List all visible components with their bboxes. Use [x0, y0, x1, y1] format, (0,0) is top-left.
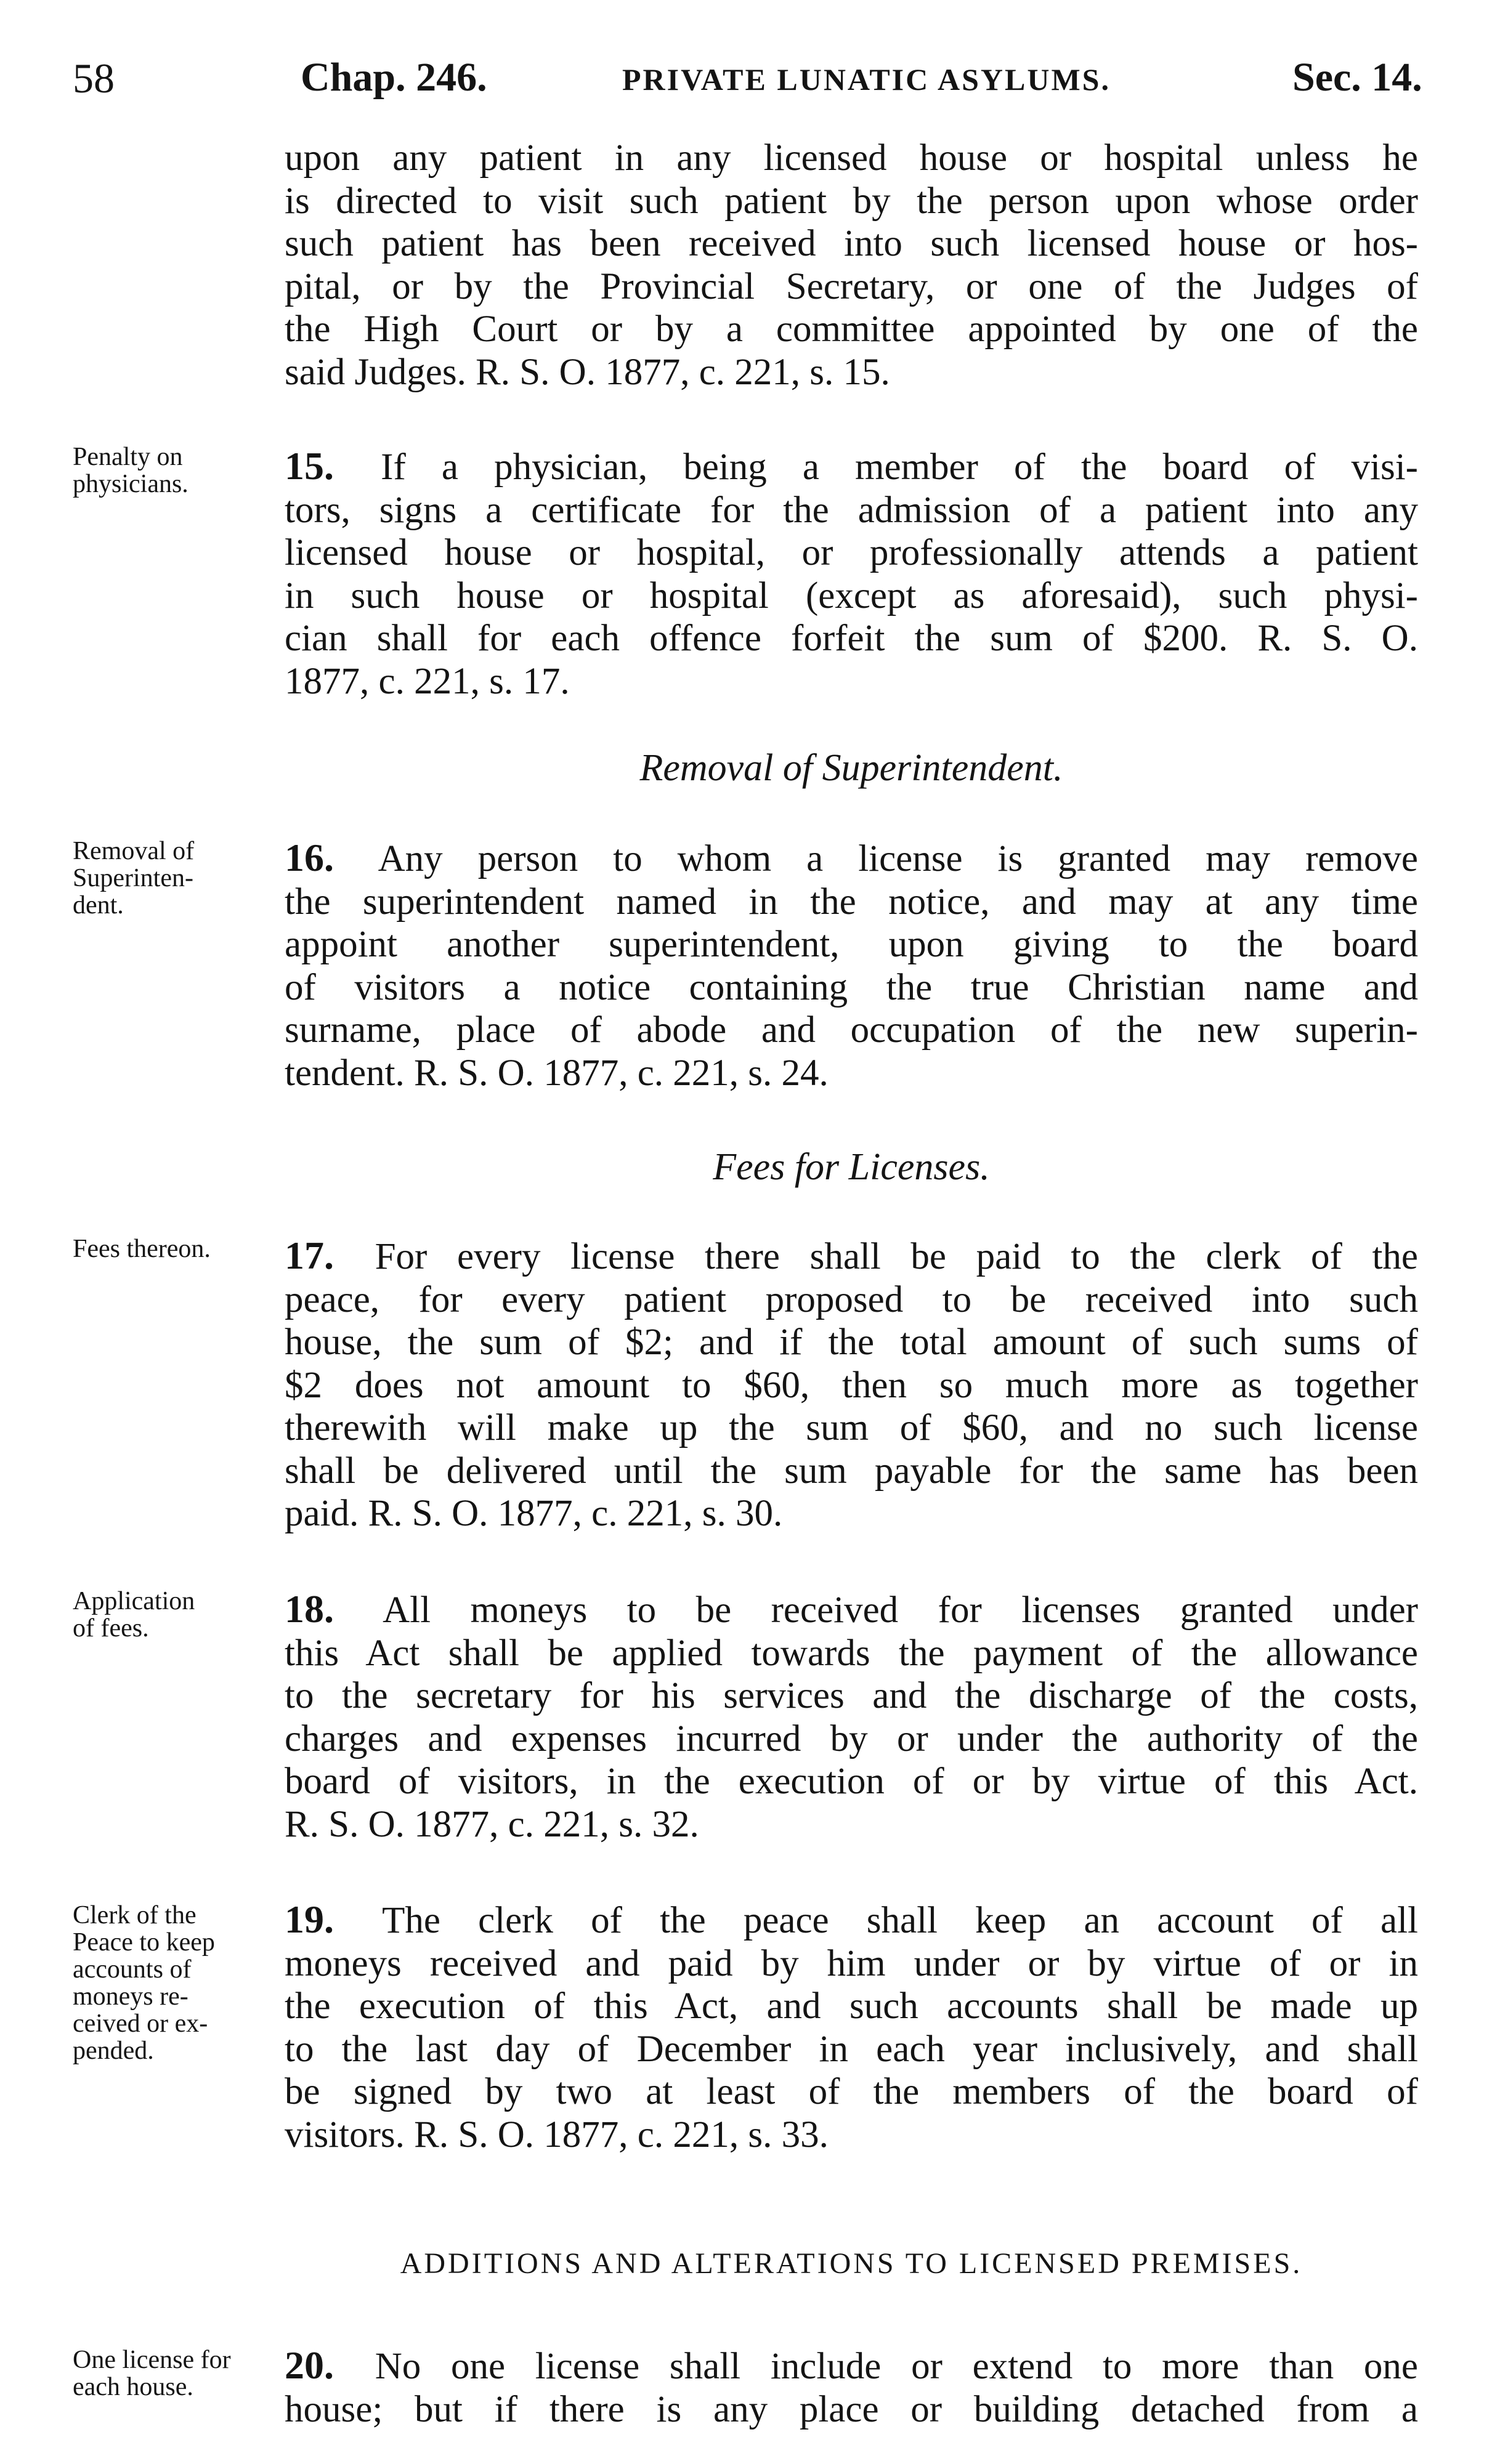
text-line: to the secretary for his services and the discharge of the costs, [285, 1675, 1418, 1716]
margin-note-clerk: Clerk of the Peace to keep accounts of moneys re- ceived or ex- pended. [73, 1901, 215, 2065]
section-number: 15. [285, 444, 334, 488]
text-line: 1877, c. 221, s. 17. [285, 660, 570, 702]
text-line: Any person to whom a license is granted may remove [378, 838, 1419, 879]
text-line: the superintendent named in the notice, and may at any time [285, 881, 1418, 923]
text-line: of visitors a notice containing the true Christian name and [285, 966, 1418, 1008]
margin-note-fees: Fees thereon. [73, 1235, 211, 1263]
running-title: PRIVATE LUNATIC ASYLUMS. [622, 62, 1111, 97]
text-line: such patient has been received into such licensed house or hos- [285, 223, 1418, 264]
continuation-paragraph [285, 137, 1418, 394]
text-line: tendent. R. S. O. 1877, c. 221, s. 24. [285, 1052, 829, 1094]
text-line: visitors. R. S. O. 1877, c. 221, s. 33. [285, 2114, 829, 2155]
section-number: 20. [285, 2343, 334, 2387]
section-number: 17. [285, 1234, 334, 1277]
text-line: this Act shall be applied towards the payment of the allowance [285, 1632, 1418, 1674]
text-line: appoint another superintendent, upon giving to the board [285, 924, 1418, 965]
text-line: For every license there shall be paid to the clerk of the [375, 1236, 1418, 1277]
section-15 [285, 445, 1418, 703]
text-line: cian shall for each offence forfeit the sum of $200. R. S. O. [285, 618, 1418, 659]
text-line: shall be delivered until the sum payable for the same has been [285, 1450, 1418, 1492]
text-line: All moneys to be received for licenses granted under [383, 1589, 1418, 1631]
section-label: Sec. 14. [1292, 55, 1422, 100]
text-line: R. S. O. 1877, c. 221, s. 32. [285, 1803, 699, 1845]
text-line: surname, place of abode and occupation of the new superin- [285, 1009, 1418, 1051]
section-20 [285, 2344, 1418, 2431]
text-line: $2 does not amount to $60, then so much more as together [285, 1364, 1418, 1406]
text-line: licensed house or hospital, or professionally attends a patient [285, 532, 1418, 573]
text-line: pital, or by the Provincial Secretary, or one of the Judges of [285, 265, 1418, 307]
text-line: The clerk of the peace shall keep an account of all [382, 1900, 1418, 1941]
text-line: paid. R. S. O. 1877, c. 221, s. 30. [285, 1493, 783, 1534]
margin-note-one-license: One license for each house. [73, 2346, 231, 2401]
text-line: to the last day of December in each year inclusively, and shall [285, 2028, 1418, 2070]
text-line: said Judges. R. S. O. 1877, c. 221, s. 15. [285, 351, 890, 393]
heading-additions: ADDITIONS AND ALTERATIONS TO LICENSED PREMISES. [400, 2247, 1303, 2280]
text-line: is directed to visit such patient by the person upon whose order [285, 180, 1418, 222]
text-line: peace, for every patient proposed to be received into such [285, 1278, 1418, 1320]
text-line: house; but if there is any place or building detached from a [285, 2388, 1418, 2430]
text-line: moneys received and paid by him under or by virtue of or in [285, 1942, 1418, 1984]
text-line: the High Court or by a committee appointed by one of the [285, 309, 1418, 350]
page-number: 58 [73, 55, 115, 102]
text-line: tors, signs a certificate for the admission of a patient into any [285, 489, 1418, 531]
section-17 [285, 1234, 1418, 1535]
margin-note-penalty: Penalty on physicians. [73, 443, 189, 498]
section-number: 18. [285, 1587, 334, 1631]
section-number: 19. [285, 1897, 334, 1941]
running-head [0, 54, 1500, 103]
text-line: charges and expenses incurred by or under the authority of the [285, 1718, 1418, 1759]
chapter-label: Chap. 246. [301, 55, 487, 100]
heading-removal: Removal of Superintendent. [639, 747, 1063, 789]
section-18 [285, 1588, 1418, 1846]
text-line: in such house or hospital (except as aforesaid), such physi- [285, 575, 1418, 616]
text-line: If a physician, being a member of the board of visi- [381, 446, 1418, 488]
heading-fees: Fees for Licenses. [713, 1146, 990, 1188]
section-19 [285, 1898, 1418, 2156]
text-line: house, the sum of $2; and if the total amount of such sums of [285, 1322, 1418, 1363]
section-16 [285, 836, 1418, 1094]
text-line: No one license shall include or extend to more than one [375, 2346, 1419, 2387]
text-line: board of visitors, in the execution of or by virtue of this Act. [285, 1761, 1418, 1802]
text-line: the execution of this Act, and such accounts shall be made up [285, 1985, 1418, 2027]
margin-note-removal: Removal of Superinten- dent. [73, 837, 195, 919]
section-number: 16. [285, 836, 334, 879]
text-line: be signed by two at least of the members of the board of [285, 2071, 1418, 2112]
margin-note-application: Application of fees. [73, 1587, 195, 1642]
text-line: upon any patient in any licensed house or hospital unless he [285, 137, 1418, 179]
text-line: therewith will make up the sum of $60, and no such license [285, 1407, 1418, 1448]
